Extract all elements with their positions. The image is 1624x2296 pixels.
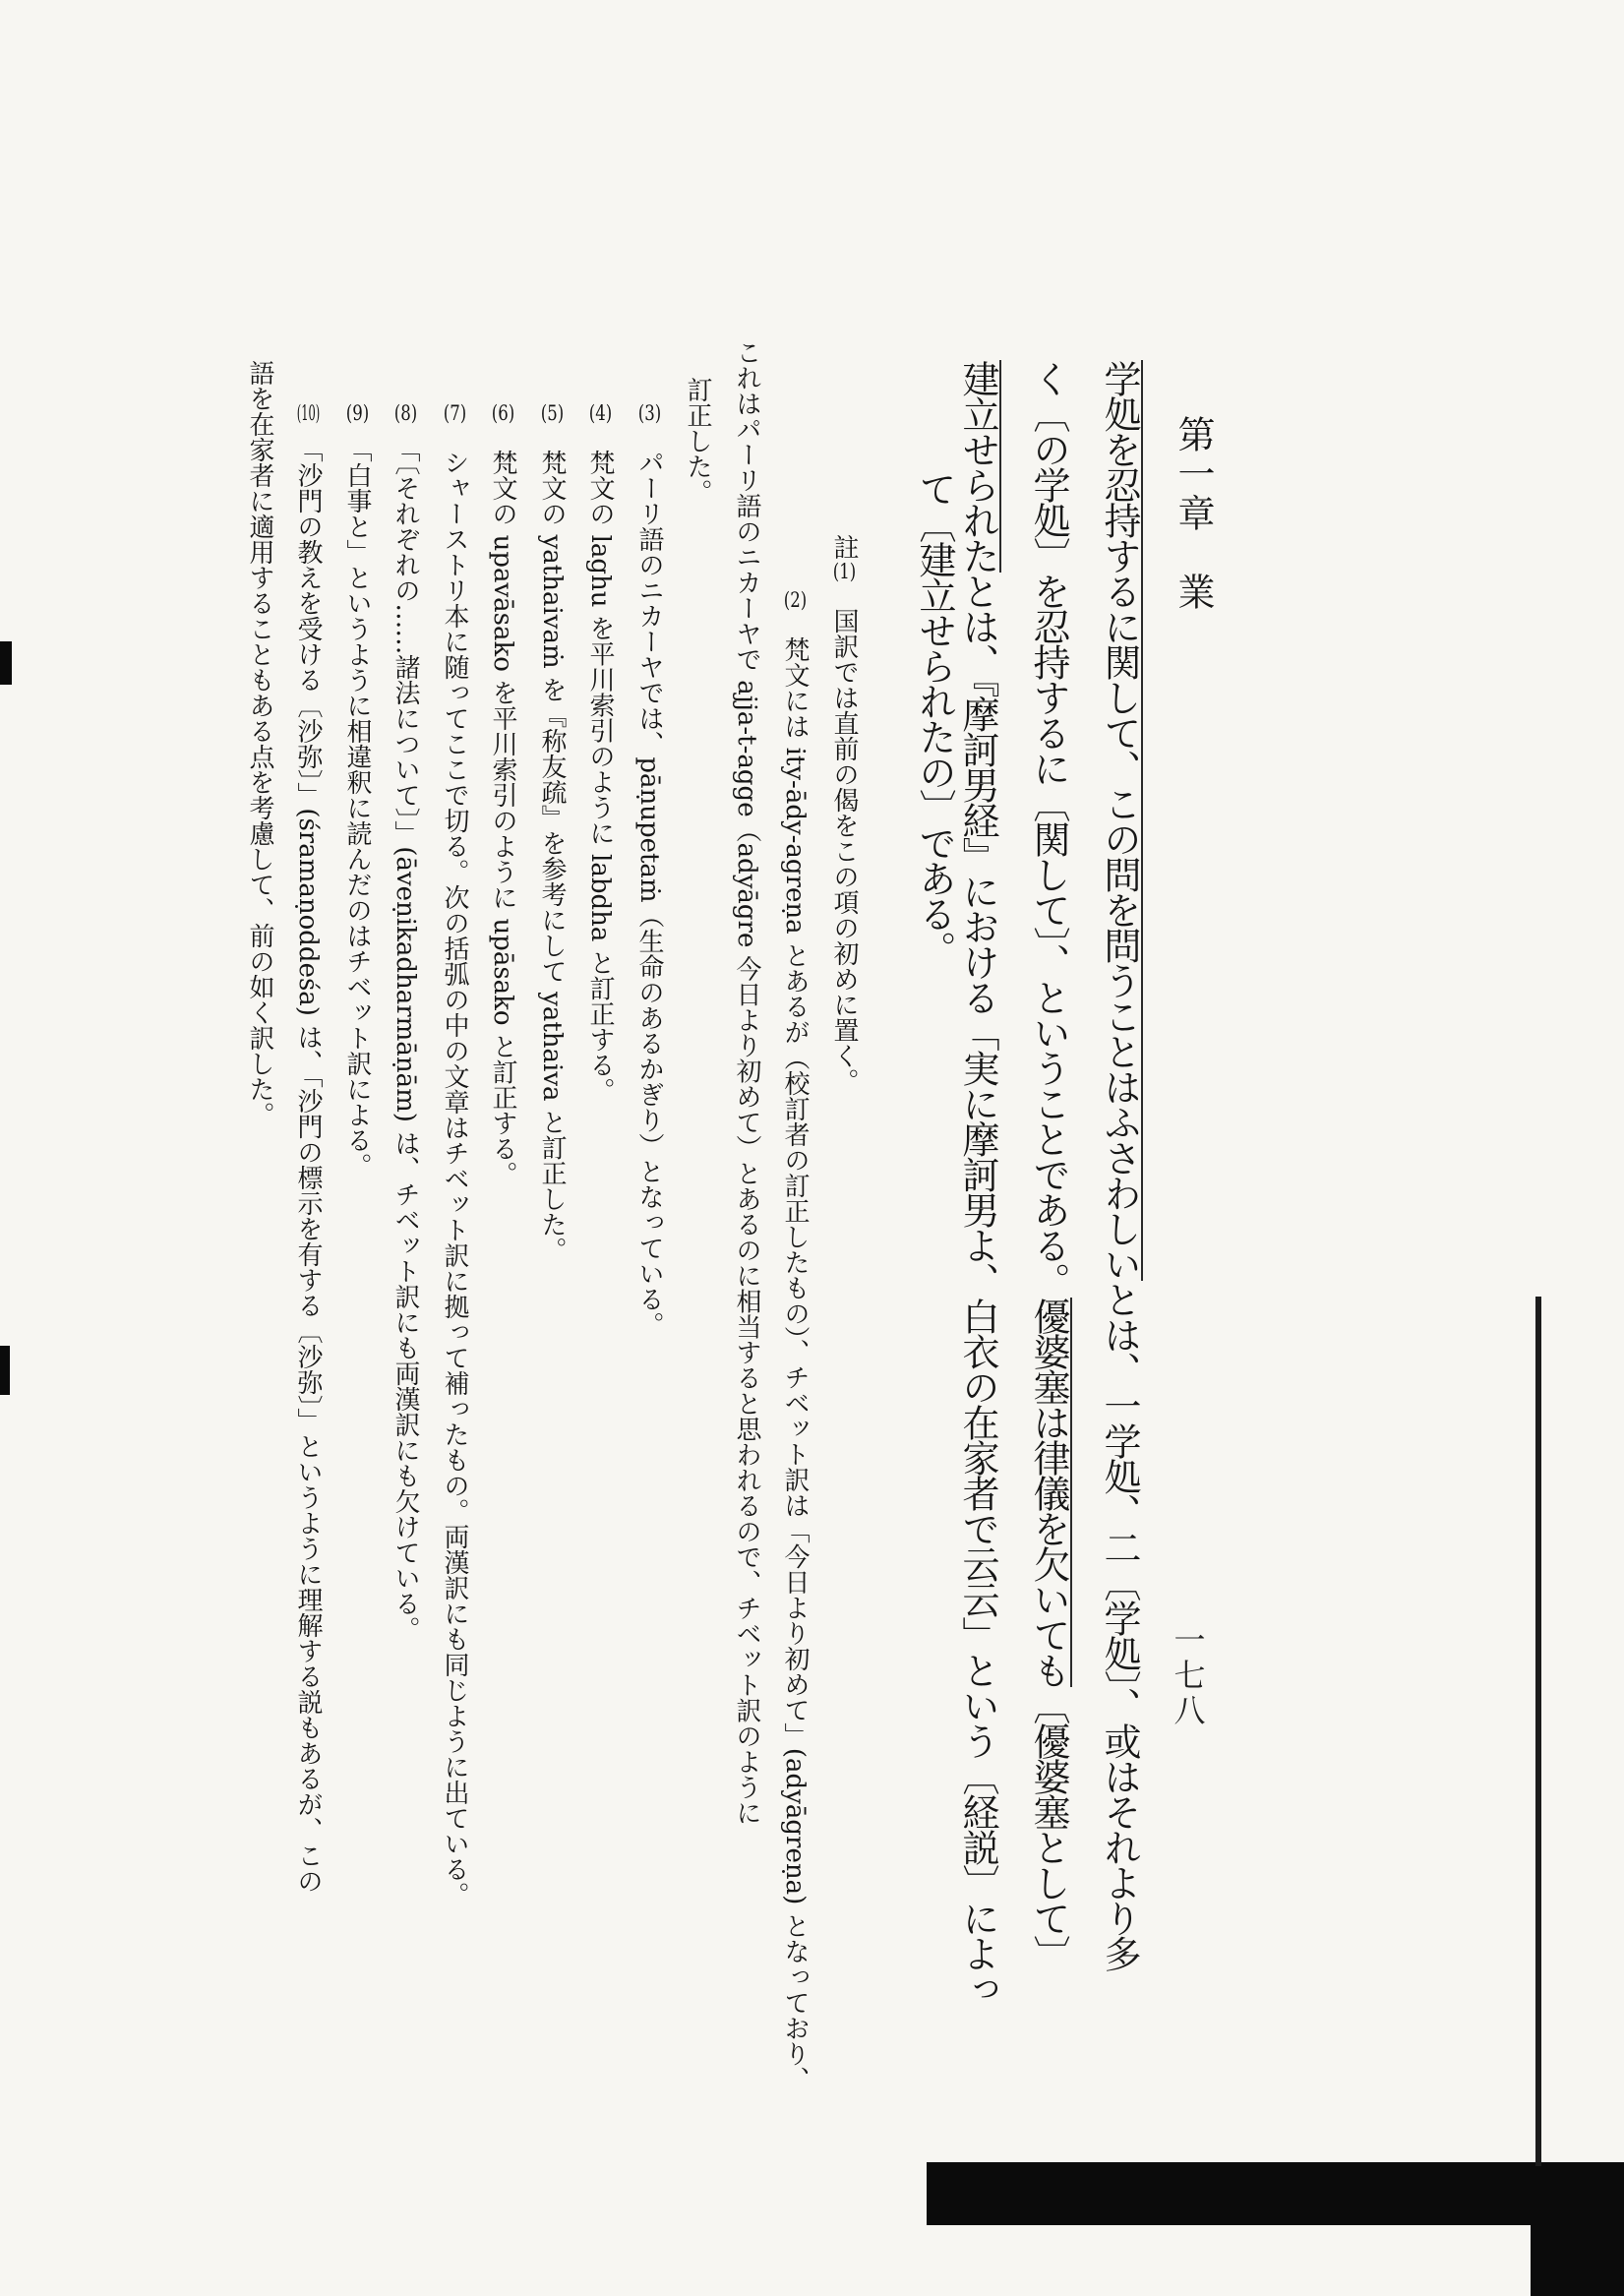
text-column: 学処を忍持するに関して、この問を問うことはふさわしいとは、一学処、二〔学処〕、或はそれより多 bbox=[1098, 360, 1141, 1970]
note-column: 語を在家者に適用することもある点を考慮して、前の如く訳した。 bbox=[245, 360, 274, 1127]
scan-artifact-edge-mark bbox=[0, 641, 12, 685]
note-number: (3) bbox=[637, 403, 662, 425]
scan-artifact-edge-mark bbox=[0, 1346, 10, 1395]
note-number: (6) bbox=[491, 403, 515, 425]
text-column: て〔建立せられたの〕である。 bbox=[913, 470, 956, 966]
note-column: (5) 梵文の yathaivaṁ を『称友疏』を参考にして yathaiva と訂正した。 bbox=[537, 403, 567, 1263]
text-column: く〔の学処〕を忍持するに〔関して〕、ということである。優婆塞は律儀を欠いても〔優婆塞として〕 bbox=[1027, 360, 1070, 1970]
notes-heading: 註 bbox=[829, 534, 859, 562]
note-number: (5) bbox=[540, 403, 565, 425]
note-column: (3) パーリ語のニカーヤでは、pāṇupetaṁ（生命のあるかぎり）となっている。 bbox=[634, 403, 664, 1338]
note-column: これはパーリ語のニカーヤで ajja-t-agge（adyāgre 今日より初めて）とあるのに相当すると思われるので、チベット訳のように bbox=[732, 339, 761, 1826]
scan-artifact-corner-block bbox=[1531, 2218, 1624, 2296]
page-number: 一七八 bbox=[1169, 1623, 1207, 1729]
note-number: (1) bbox=[832, 562, 857, 583]
note-column: (9) 「白事と」というように相違釈に読んだのはチベット訳による。 bbox=[342, 403, 372, 1179]
note-number: (4) bbox=[588, 403, 613, 425]
note-number: (8) bbox=[393, 403, 418, 425]
note-number: (9) bbox=[345, 403, 370, 425]
scan-artifact-gutter-line bbox=[1535, 1297, 1541, 2166]
note-column: (7) シャーストリ本に随ってここで切る。次の括弧の中の文章はチベット訳に拠って補ったもの。両漢訳にも同じように出ている。 bbox=[440, 403, 469, 1908]
note-column: (8) 「〔それぞれの……諸法について〕」(āveṇikadharmāṇām) は、チベット訳にも両漢訳にも欠けている。 bbox=[391, 403, 420, 1643]
text-column: 建立せられたとは、『摩訶男経』における「実に摩訶男よ、白衣の在家者で云云」という〔経説〕によっ bbox=[956, 360, 999, 2006]
chapter-header: 第一章 業 bbox=[1172, 415, 1216, 612]
note-column: 註(1) 国訳では直前の偈をこの項の初めに置く。 bbox=[829, 534, 859, 1095]
note-number: (7) bbox=[443, 403, 467, 425]
note-number: (10) bbox=[296, 403, 321, 425]
note-column: (10) 「沙門の教えを受ける〔沙弥〕」(śramaṇoddeśa) は、「沙門の標示を有する〔沙弥〕」というように理解する説もあるが、この bbox=[293, 403, 323, 1895]
note-column: (4) 梵文の laghu を平川索引のように labdha と訂正する。 bbox=[585, 403, 615, 1104]
note-number: (2) bbox=[783, 590, 808, 612]
scan-artifact-bottom-bar bbox=[927, 2162, 1624, 2225]
note-column: 訂正した。 bbox=[683, 377, 712, 505]
note-column: (6) 梵文の upavāsako を平川索引のように upāsako と訂正する。 bbox=[488, 403, 517, 1187]
note-column: (2) 梵文には ity-ādy-agreṇa とあるが（校訂者の訂正したもの）、チベット訳は「今日より初めて」(adyāgreṇa) となっており、 bbox=[780, 590, 810, 2092]
